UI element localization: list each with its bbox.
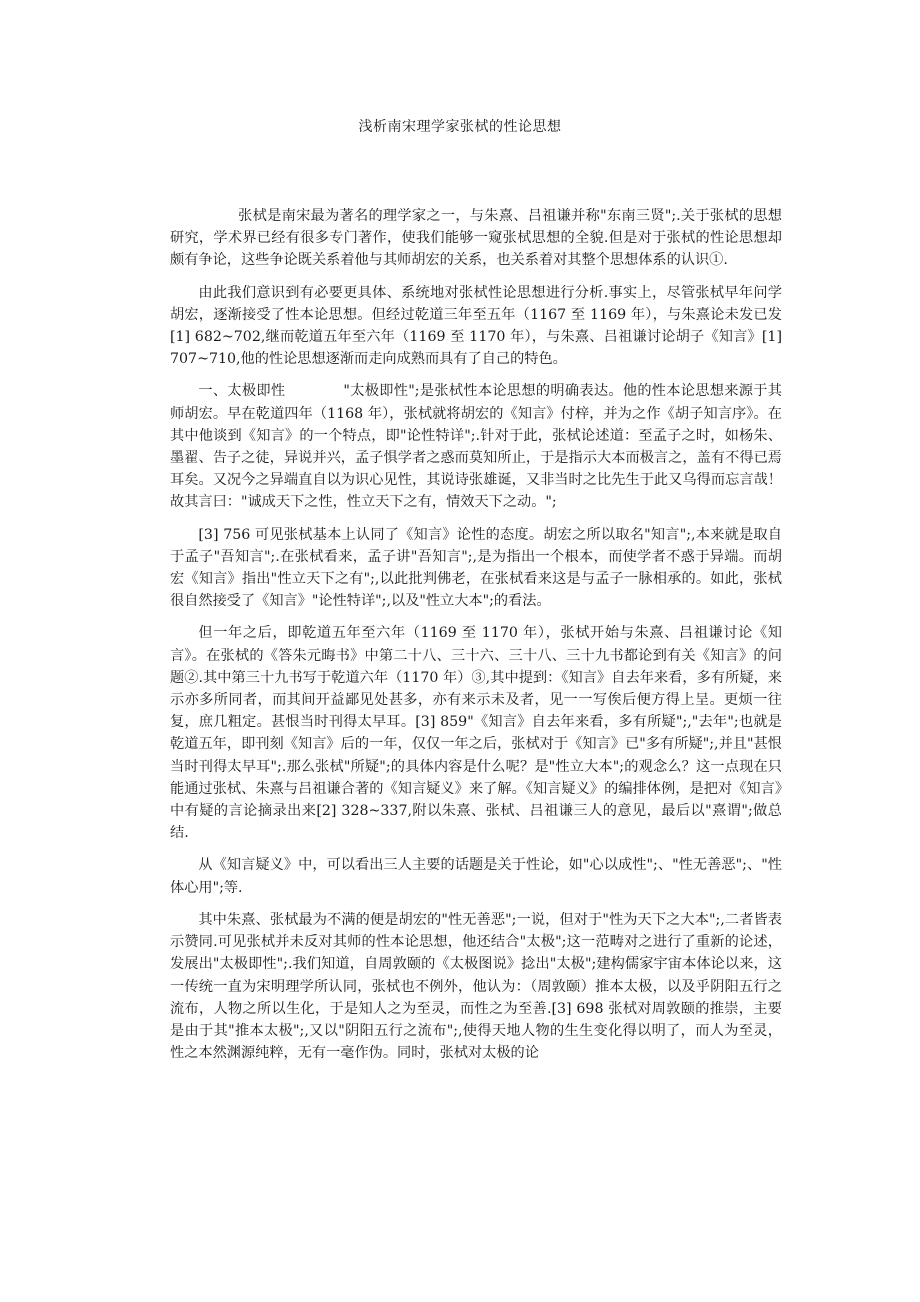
paragraph: 从《知言疑义》中，可以看出三人主要的话题是关于性论，如"心以成性";、"性无善恶";、"性体心用";等. — [170, 857, 782, 896]
paragraph-intro: 张栻是南宋最为著名的理学家之一，与朱熹、吕祖谦并称"东南三贤";.关于张栻的思想研究，学术界已经有很多专门著作，使我们能够一窥张栻思想的全貌.但是对于张栻的性论思想却颇有争论，这些争论既关系着他与其师胡宏的关系，也关系着对其整个思想体系的认识①. — [170, 208, 782, 269]
paragraph: 由此我们意识到有必要更具体、系统地对张栻性论思想进行分析.事实上，尽管张栻早年问学胡宏，逐渐接受了性本论思想。但经过乾道三年至五年（1167 至 1169 年），与朱熹论未发已发[1] 682~702,继而乾道五年至六年（1169 至 1170 年），与朱熹、吕祖谦讨论胡子《知言》[1] 707~710,他的性论思想逐渐而走向成熟而具有了自己的特色。 — [170, 284, 782, 368]
paragraph: [3] 756 可见张栻基本上认同了《知言》论性的态度。胡宏之所以取名"知言";,本来就是取自于孟子"吾知言";.在张栻看来，孟子讲"吾知言";,是为指出一个根本，而使学者不惑于异端。而胡宏《知言》指出"性立天下之有";,以此批判佛老，在张栻看来这是与孟子一脉相承的。如此，张栻很自然接受了《知言》"论性特详";,以及"性立大本";的看法。 — [170, 526, 782, 610]
paragraph: 其中朱熹、张栻最为不满的便是胡宏的"性无善恶";一说，但对于"性为天下之大本";,二者皆表示赞同.可见张栻并未反对其师的性本论思想，他还结合"太极";这一范畴对之进行了重新的论述，发展出"太极即性";.我们知道，自周敦颐的《太极图说》捻出"太极";建构儒家宇宙本体论以来，这一传统一直为宋明理学所认同，张栻也不例外，他认为：（周敦颐）推本太极，以及乎阴阳五行之流布，人物之所以生化，于是知人之为至灵，而性之为至善.[3] 698 张栻对周敦颐的推崇，主要是由于其"推本太极";,又以"阴阳五行之流布";,使得天地人物的生生变化得以明了，而人为至灵，性之本然渊源纯粹，无有一毫作伪。同时，张栻对太极的论 — [170, 911, 782, 1062]
document-title: 浅析南宋理学家张栻的性论思想 — [358, 119, 562, 135]
paragraph-section-taiji: 一、太极即性 "太极即性";是张栻性本论思想的明确表达。他的性本论思想来源于其师胡宏。早在乾道四年（1168 年），张栻就将胡宏的《知言》付梓，并为之作《胡子知言序》。在其中他谈到《知言》的一个特点，即"论性特详";.针对于此，张栻论述道：至孟子之时，如杨朱、墨翟、告子之徒，异说并兴，孟子惧学者之惑而莫知所止，于是指示大本而极言之，盖有不得已焉耳矣。又况今之异端直自以为识心见性，其说诗张雄诞，又非当时之比先生于此又乌得而忘言哉！故其言曰："诚成天下之性，性立天下之有，情效天下之动。"; — [170, 383, 782, 511]
paragraph: 但一年之后，即乾道五年至六年（1169 至 1170 年），张栻开始与朱熹、吕祖谦讨论《知言》。在张栻的《答朱元晦书》中第二十八、三十六、三十八、三十九书都论到有关《知言》的问题②.其中第三十九书写于乾道六年（1170 年）③,其中提到：《知言》自去年来看，多有所疑，来示亦多所同者，而其间开益鄙见处甚多，亦有来示未及者，见一一写俟后便方得上呈。更烦一往复，庶几粗定。甚恨当时刊得太早耳。[3] 859"《知言》自去年来看，多有所疑";,"去年";也就是乾道五年，即刊刻《知言》后的一年，仅仅一年之后，张栻对于《知言》已"多有所疑";,并且"甚恨当时刊得太早耳";.那么张栻"所疑";的具体内容是什么呢？是"性立大本";的观念么？这一点现在只能通过张栻、朱熹与吕祖谦合著的《知言疑义》来了解。《知言疑义》的编排体例，是把对《知言》中有疑的言论摘录出来[2] 328~337,附以朱熹、张栻、吕祖谦三人的意见，最后以"熹谓";做总结. — [170, 625, 782, 842]
document-body — [170, 205, 782, 1074]
